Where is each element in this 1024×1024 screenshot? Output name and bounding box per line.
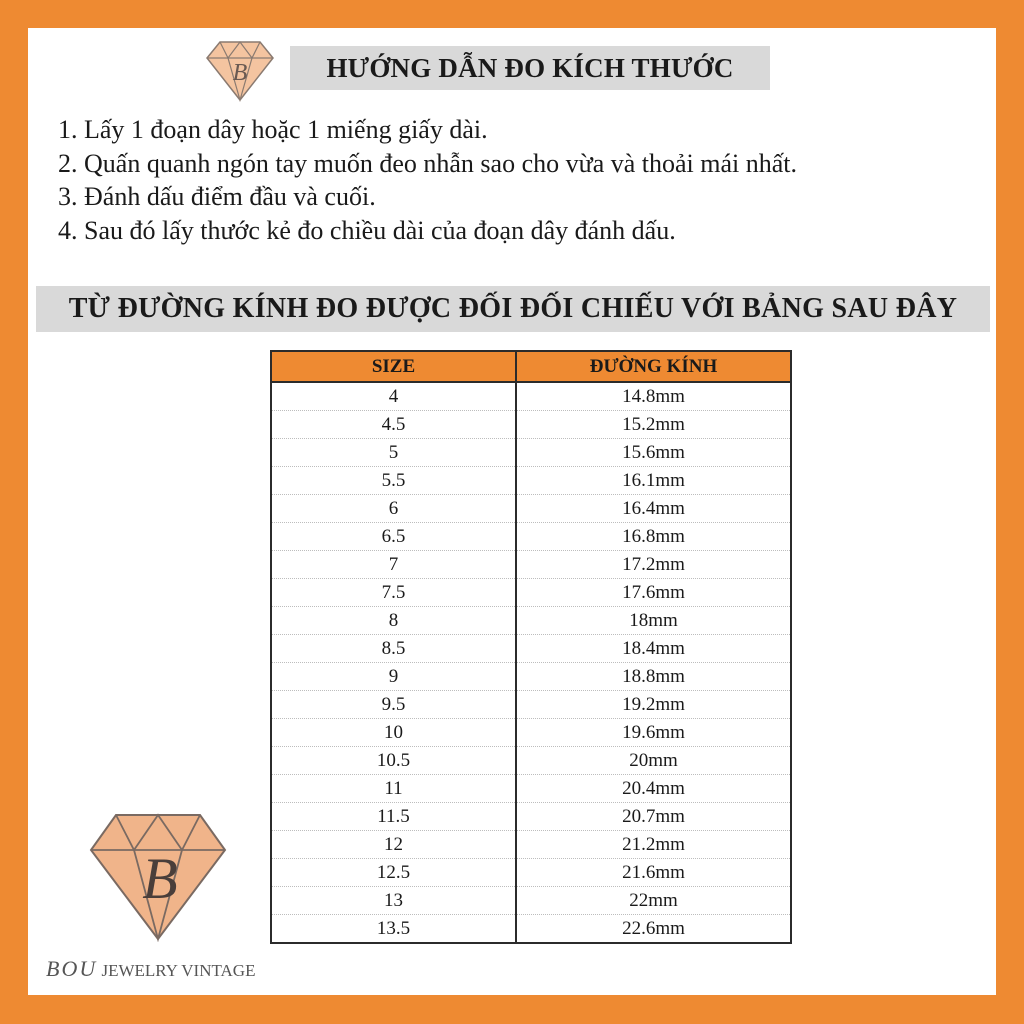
- diameter-cell: 22.6mm: [516, 915, 791, 944]
- size-cell: 4: [271, 382, 516, 411]
- diameter-cell: 19.2mm: [516, 691, 791, 719]
- size-chart-table: [270, 350, 792, 944]
- instruction-step-4: 4. Sau đó lấy thước kẻ đo chiều dài của đoạn dây đánh dấu.: [58, 215, 676, 245]
- table-header-row: [271, 351, 791, 382]
- table-row: [271, 915, 791, 944]
- table-row: [271, 439, 791, 467]
- instruction-step-2: 2. Quấn quanh ngón tay muốn đeo nhẫn sao cho vừa và thoải mái nhất.: [58, 148, 798, 178]
- instruction-step-3: 3. Đánh dấu điểm đầu và cuối.: [58, 182, 376, 211]
- table-row: [271, 803, 791, 831]
- size-cell: 5: [271, 439, 516, 467]
- table-row: [271, 691, 791, 719]
- size-cell: 10.5: [271, 747, 516, 775]
- size-cell: 9: [271, 663, 516, 691]
- size-cell: 13.5: [271, 915, 516, 944]
- size-cell: 4.5: [271, 411, 516, 439]
- table-row: [271, 495, 791, 523]
- table-row: [271, 467, 791, 495]
- size-cell: 9.5: [271, 691, 516, 719]
- size-cell: 7: [271, 551, 516, 579]
- diameter-cell: 17.2mm: [516, 551, 791, 579]
- size-cell: 12: [271, 831, 516, 859]
- table-row: [271, 635, 791, 663]
- instruction-list: [58, 113, 797, 247]
- brand-name: [46, 956, 255, 982]
- diameter-cell: 16.4mm: [516, 495, 791, 523]
- size-cell: 5.5: [271, 467, 516, 495]
- size-cell: 11.5: [271, 803, 516, 831]
- diameter-cell: 21.6mm: [516, 859, 791, 887]
- brand-script: BOU: [46, 956, 98, 981]
- diameter-cell: 18.4mm: [516, 635, 791, 663]
- size-cell: 13: [271, 887, 516, 915]
- table-row: [271, 523, 791, 551]
- table-row: [271, 411, 791, 439]
- diameter-cell: 19.6mm: [516, 719, 791, 747]
- diameter-cell: 16.8mm: [516, 523, 791, 551]
- size-cell: 6.5: [271, 523, 516, 551]
- table-row: [271, 747, 791, 775]
- instruction-step-1: 1. Lấy 1 đoạn dây hoặc 1 miếng giấy dài.: [58, 115, 488, 144]
- diameter-cell: 20mm: [516, 747, 791, 775]
- diamond-logo-icon: [206, 40, 274, 102]
- table-row: [271, 579, 791, 607]
- diameter-cell: 20.4mm: [516, 775, 791, 803]
- table-row: [271, 775, 791, 803]
- diamond-logo-icon: [88, 812, 228, 942]
- diameter-cell: 20.7mm: [516, 803, 791, 831]
- diameter-cell: 17.6mm: [516, 579, 791, 607]
- logo-letter: B: [232, 60, 248, 86]
- header-diameter: ĐƯỜNG KÍNH: [516, 351, 791, 382]
- diameter-cell: 18mm: [516, 607, 791, 635]
- table-row: [271, 607, 791, 635]
- table-row: [271, 859, 791, 887]
- diameter-cell: 14.8mm: [516, 382, 791, 411]
- diameter-cell: 22mm: [516, 887, 791, 915]
- table-row: [271, 663, 791, 691]
- size-cell: 8: [271, 607, 516, 635]
- brand-subtitle: JEWELRY VINTAGE: [101, 961, 256, 980]
- size-cell: 11: [271, 775, 516, 803]
- diameter-cell: 15.6mm: [516, 439, 791, 467]
- size-cell: 8.5: [271, 635, 516, 663]
- table-row: [271, 887, 791, 915]
- logo-letter: B: [142, 846, 178, 911]
- table-row: [271, 831, 791, 859]
- diameter-cell: 15.2mm: [516, 411, 791, 439]
- size-cell: 7.5: [271, 579, 516, 607]
- diameter-cell: 21.2mm: [516, 831, 791, 859]
- header-size: SIZE: [271, 351, 516, 382]
- size-cell: 6: [271, 495, 516, 523]
- size-cell: 10: [271, 719, 516, 747]
- section-subtitle: TỪ ĐƯỜNG KÍNH ĐO ĐƯỢC ĐỐI ĐỐI CHIẾU VỚI BẢNG SAU ĐÂY: [36, 286, 990, 332]
- page-title: HƯỚNG DẪN ĐO KÍCH THƯỚC: [290, 46, 770, 90]
- table-row: [271, 719, 791, 747]
- diameter-cell: 18.8mm: [516, 663, 791, 691]
- table-row: [271, 551, 791, 579]
- diameter-cell: 16.1mm: [516, 467, 791, 495]
- size-cell: 12.5: [271, 859, 516, 887]
- table-row: [271, 382, 791, 411]
